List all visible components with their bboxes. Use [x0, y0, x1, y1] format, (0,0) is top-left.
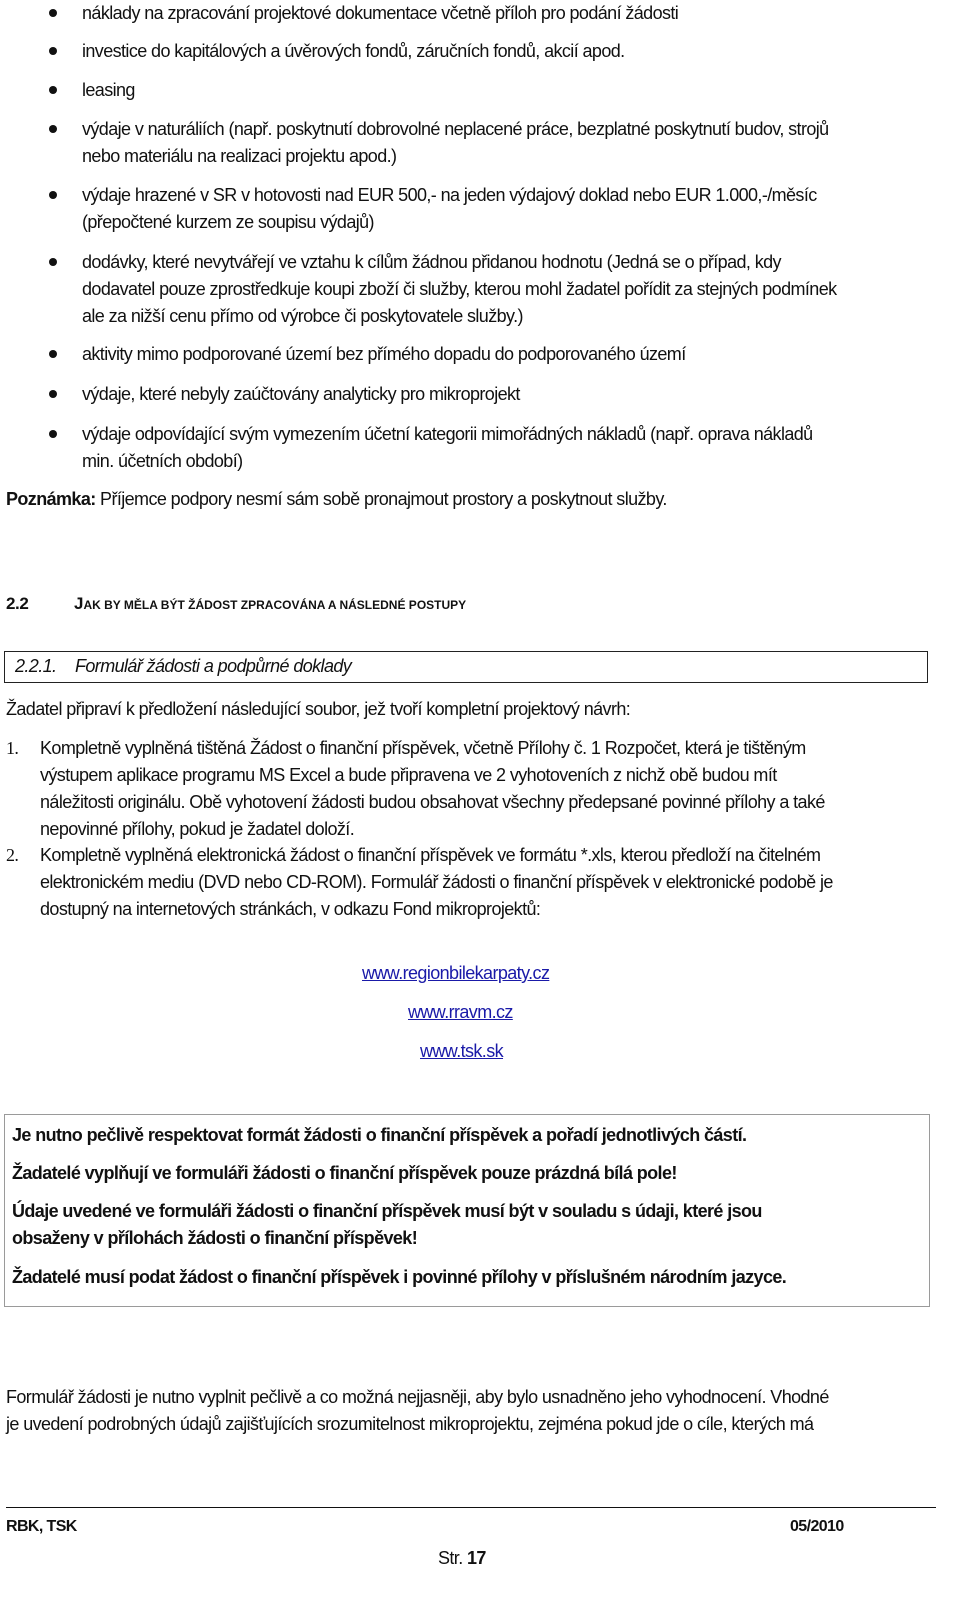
note-label: Poznámka: [6, 489, 96, 509]
step-text: náležitosti originálu. Obě vyhotovení žádosti budou obsahovat všechny předepsané povinné přílohy a také [40, 792, 825, 812]
page-num: 17 [467, 1548, 486, 1568]
warning-text: obsaženy v přílohách žádosti o finanční příspěvek! [12, 1228, 418, 1248]
step-text: elektronickém mediu (DVD nebo CD-ROM). Formulář žádosti o finanční příspěvek v elektronické podobě je [40, 872, 833, 892]
list-item-text: výdaje hrazené v SR v hotovosti nad EUR 500,- na jeden výdajový doklad nebo EUR 1.000,-/měsíc [82, 185, 817, 205]
link-regionbilekarpaty[interactable]: www.regionbilekarpaty.cz [362, 963, 550, 983]
warning-text: Je nutno pečlivě respektovat formát žádosti o finanční příspěvek a pořadí jednotlivých částí. [12, 1125, 747, 1145]
bullet-icon [49, 350, 57, 358]
step-text: dostupný na internetových stránkách, v odkazu Fond mikroprojektů: [40, 899, 541, 919]
list-item-text: výdaje, které nebyly zaúčtovány analyticky pro mikroprojekt [82, 384, 520, 404]
subsection-heading [4, 651, 928, 683]
list-item-text: výdaje odpovídající svým vymezením účetní kategorii mimořádných nákladů (např. oprava nákladů [82, 424, 813, 444]
page-label: Str. [438, 1548, 468, 1568]
intro-paragraph: Žadatel připraví k předložení následující soubor, jež tvoří kompletní projektový návrh: [6, 699, 631, 719]
warning-box [4, 1114, 930, 1307]
closing-paragraph [6, 1384, 930, 1438]
footer-divider [6, 1507, 936, 1508]
note-paragraph [6, 486, 667, 513]
bullet-icon [49, 47, 57, 55]
link-tsk[interactable]: www.tsk.sk [420, 1041, 504, 1061]
list-item-text: náklady na zpracování projektové dokumentace včetně příloh pro podání žádosti [82, 3, 679, 23]
subsection-title: Formulář žádosti a podpůrné doklady [75, 656, 352, 676]
section-heading [6, 590, 467, 617]
section-title-rest: AK BY MĚLA BÝT ŽÁDOST ZPRACOVÁNA A NÁSLEDNÉ POSTUPY [83, 598, 467, 612]
list-item-text: výdaje v naturáliích (např. poskytnutí dobrovolné neplacené práce, bezplatné poskytnutí budov, strojů [82, 119, 829, 139]
bullet-icon [49, 430, 57, 438]
step-number: 1. [6, 738, 19, 758]
closing-line: je uvedení podrobných údajů zajišťujících srozumitelnost mikroprojektu, zejména pokud jde o cíle, kterých má [6, 1414, 814, 1434]
warning-text: Žadatelé vyplňují ve formuláři žádosti o finanční příspěvek pouze prázdná bílá pole! [12, 1163, 677, 1183]
list-item-text: aktivity mimo podporované území bez přímého dopadu do podporovaného území [82, 344, 686, 364]
step-text: výstupem aplikace programu MS Excel a bude připravena ve 2 vyhotoveních z nichž obě budou mít [40, 765, 777, 785]
step-number: 2. [6, 845, 19, 865]
warning-text: Údaje uvedené ve formuláři žádosti o finanční příspěvek musí být v souladu s údaji, které jsou [12, 1201, 762, 1221]
bullet-icon [49, 9, 57, 17]
subsection-number: 2.2.1. [15, 656, 57, 676]
list-item-text: dodávky, které nevytvářejí ve vztahu k cílům žádnou přidanou hodnotu (Jedná se o případ, kdy [82, 252, 781, 272]
list-item-text: investice do kapitálových a úvěrových fondů, záručních fondů, akcií apod. [82, 41, 625, 61]
closing-line: Formulář žádosti je nutno vyplnit pečlivě a co možná nejjasněji, aby bylo usnadněno jeho vyhodnocení. Vhodné [6, 1387, 829, 1407]
warning-text: Žadatelé musí podat žádost o finanční příspěvek i povinné přílohy v příslušném národním jazyce. [12, 1267, 787, 1287]
bullet-icon [49, 86, 57, 94]
footer-right: 05/2010 [790, 1518, 844, 1535]
note-text: Příjemce podpory nesmí sám sobě pronajmout prostory a poskytnout služby. [95, 489, 667, 509]
bullet-icon [49, 191, 57, 199]
list-item-text: nebo materiálu na realizaci projektu apod.) [82, 146, 397, 166]
link-rravm[interactable]: www.rravm.cz [408, 1002, 513, 1022]
bullet-icon [49, 258, 57, 266]
section-title [74, 590, 466, 619]
list-item-text: dodavatel pouze zprostředkuje koupi zboží či služby, kterou mohl žadatel pořídit za stejných podmínek [82, 279, 837, 299]
list-item-text: ale za nižší cenu přímo od výrobce či poskytovatele služby.) [82, 306, 523, 326]
step-text: Kompletně vyplněná elektronická žádost o finanční příspěvek ve formátu *.xls, kterou předloží na čitelném [40, 845, 821, 865]
list-item-text: (přepočtené kurzem ze soupisu výdajů) [82, 212, 374, 232]
page-number [438, 1545, 486, 1572]
bullet-icon [49, 390, 57, 398]
section-number: 2.2 [6, 594, 29, 613]
list-item-text: leasing [82, 80, 135, 100]
list-item-text: min. účetních období) [82, 451, 243, 471]
step-text: Kompletně vyplněná tištěná Žádost o finanční příspěvek, včetně Přílohy č. 1 Rozpočet, která je tištěným [40, 738, 806, 758]
footer-left: RBK, TSK [6, 1518, 77, 1535]
bullet-icon [49, 125, 57, 133]
section-title-initial: J [74, 594, 84, 613]
step-text: nepovinné přílohy, pokud je žadatel doloží. [40, 819, 355, 839]
